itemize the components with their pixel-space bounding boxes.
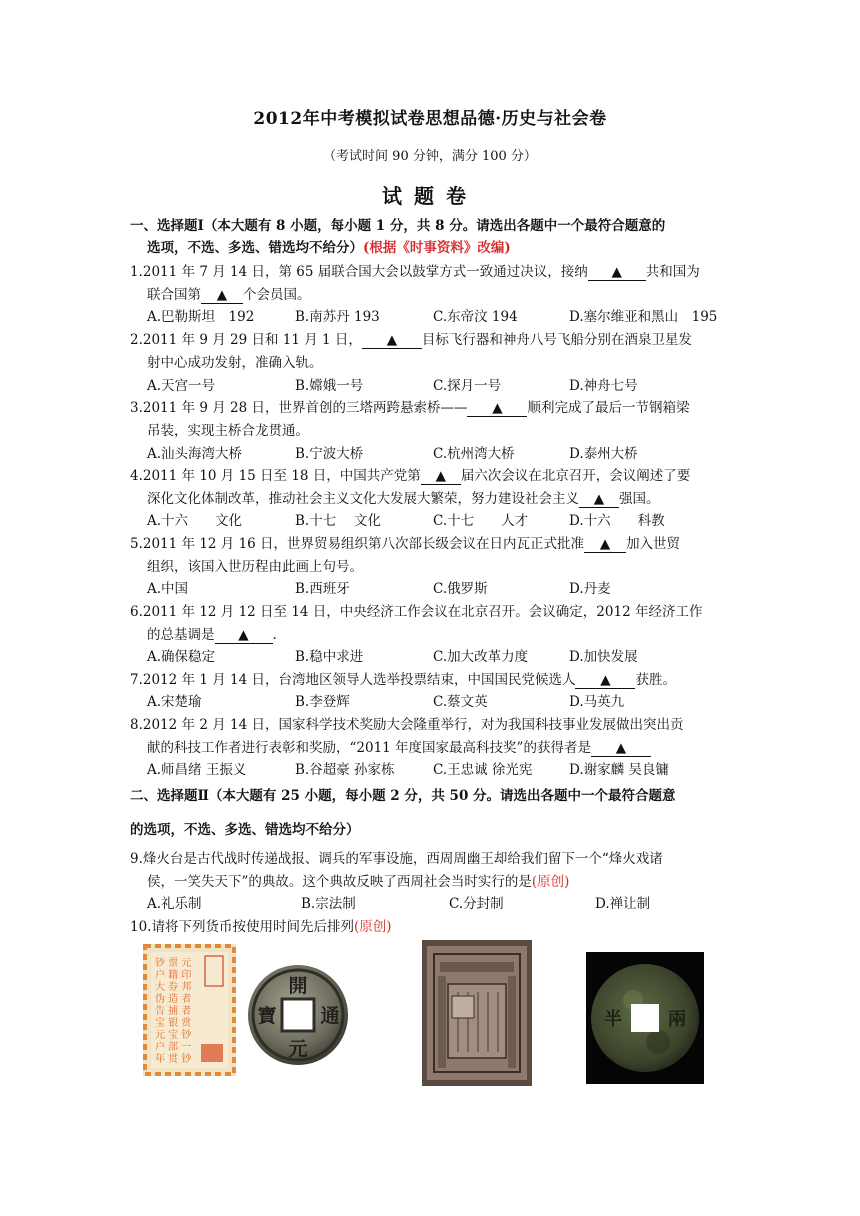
section1-heading-text: 选项，不选、多选、错选均不给分） (147, 240, 363, 256)
q1-text: 1.2011 年 7 月 14 日，第 65 届联合国大会以鼓掌方式一致通过决议，接纳 (130, 264, 588, 280)
q5-text: 5.2011 年 12 月 16 日，世界贸易组织第八次部长级会议在日内瓦正式批准 (130, 536, 585, 552)
q2-text: 2.2011 年 9 月 29 日和 11 月 1 日， (130, 332, 362, 348)
q9-line2 (147, 872, 569, 892)
q8-option-b[interactable]: B.谷超豪 孙家栋 (295, 762, 395, 778)
q3-option-b[interactable]: B.宁波大桥 (295, 446, 364, 462)
coin-char-top: 開 (288, 975, 308, 997)
section2-heading-cont: 的选项，不选、多选、错选均不给分） (130, 822, 360, 838)
svg-text:告 捕 者: 告 捕 者 (155, 1006, 192, 1017)
q2-option-d[interactable]: D.神舟七号 (569, 378, 638, 394)
banliang-char-left: 半 (604, 1009, 622, 1030)
q2-blank-1: ▲ (362, 332, 422, 349)
q5-line2: 组织，该国入世历程由此画上句号。 (147, 559, 363, 575)
section1-source: (根据《时事资料》改编) (363, 240, 511, 256)
q4-blank-1: ▲ (421, 468, 461, 485)
q5-text-2: 加入世贸 (626, 536, 681, 552)
svg-text:钞 票 元: 钞 票 元 (155, 958, 192, 969)
paper-money-jiaozi-image (422, 940, 532, 1086)
q4-text-4: 强国。 (619, 491, 660, 507)
q6-line2 (147, 625, 277, 645)
q1-text-3: 联合国第 (147, 287, 201, 303)
q3-line1 (130, 398, 689, 418)
q10-source: (原创) (353, 919, 392, 935)
q3-line2: 吊装，实现主桥合龙贯通。 (147, 423, 309, 439)
coin-char-right: 通 (320, 1005, 340, 1027)
q10-line1 (130, 917, 392, 937)
q4-text-2: 届六次会议在北京召开，会议阐述了要 (460, 468, 691, 484)
q2-option-a[interactable]: A.天宫一号 (147, 378, 216, 394)
q1-option-a[interactable]: A.巴勒斯坦 192 (147, 309, 255, 325)
q6-option-b[interactable]: B.稳中求进 (295, 649, 364, 665)
q9-source: (原创) (531, 874, 570, 890)
q3-option-c[interactable]: C.杭州湾大桥 (433, 446, 515, 462)
q9-text-2: 侯，一笑失天下”的典故。这个典故反映了西周社会当时实行的是 (147, 874, 532, 890)
q4-line2 (147, 489, 660, 509)
q6-option-c[interactable]: C.加大改革力度 (433, 649, 529, 665)
q1-blank-2: ▲ (201, 287, 243, 304)
q5-option-a[interactable]: A.中国 (147, 581, 189, 597)
q1-option-c[interactable]: C.东帝汶 194 (433, 309, 518, 325)
exam-paper-title: 试题卷 (382, 184, 478, 208)
q6-text-2: 的总基调是 (147, 627, 215, 643)
section1-heading: 一、选择题Ⅰ（本大题有 8 小题，每小题 1 分，共 8 分。请选出各题中一个最符合题意的 (130, 218, 666, 234)
section2-heading: 二、选择题Ⅱ（本大题有 25 小题，每小题 2 分，共 50 分。请选出各题中一个最符合题意 (130, 788, 676, 804)
svg-text:宝 银 赏: 宝 银 赏 (155, 1018, 192, 1029)
q9-line1: 9.烽火台是古代战时传递战报、调兵的军事设施，西周周幽王却给我们留下一个“烽火戏诸 (130, 851, 663, 867)
q6-blank-1: ▲ (215, 627, 273, 644)
q4-option-b[interactable]: B.十七 文化 (295, 513, 382, 529)
page-title: 2012年中考模拟试卷思想品德·历史与社会卷 (253, 109, 607, 129)
q3-blank-1: ▲ (467, 400, 527, 417)
kaiyuan-coin-image (246, 960, 350, 1070)
q2-text-2: 目标飞行器和神舟八号飞船分别在酒泉卫星发 (421, 332, 692, 348)
q2-option-c[interactable]: C.探月一号 (433, 378, 502, 394)
q5-option-c[interactable]: C.俄罗斯 (433, 581, 488, 597)
svg-text:户 籍 印: 户 籍 印 (155, 970, 192, 981)
q9-option-b[interactable]: B.宗法制 (301, 896, 356, 912)
coin-char-bottom: 元 (288, 1038, 308, 1060)
q7-option-a[interactable]: A.宋楚瑜 (147, 694, 202, 710)
q4-line1 (130, 466, 690, 486)
coin-char-left: 寶 (257, 1005, 277, 1027)
q2-line2: 射中心成功发射，准确入轨。 (147, 355, 323, 371)
q1-line2 (147, 285, 311, 305)
q1-line1 (130, 262, 700, 282)
q7-text: 7.2012 年 1 月 14 日，台湾地区领导人选举投票结束，中国国民党候选人 (130, 672, 576, 688)
q4-text: 4.2011 年 10 月 15 日至 18 日，中国共产党第 (130, 468, 421, 484)
q2-line1 (130, 330, 692, 350)
q3-text: 3.2011 年 9 月 28 日，世界首创的三塔两跨悬索桥—— (130, 400, 468, 416)
paper-currency-notice-image (143, 944, 236, 1076)
q3-option-d[interactable]: D.泰州大桥 (569, 446, 638, 462)
banliang-coin-image (586, 952, 704, 1084)
q8-line2 (147, 738, 651, 758)
svg-text:元 宝 钞: 元 宝 钞 (155, 1030, 192, 1041)
q8-option-a[interactable]: A.师昌绪 王振义 (147, 762, 247, 778)
q9-option-d[interactable]: D.禅让制 (595, 896, 651, 912)
q9-option-a[interactable]: A.礼乐制 (147, 896, 202, 912)
q9-option-c[interactable]: C.分封制 (449, 896, 504, 912)
q6-option-a[interactable]: A.确保稳定 (147, 649, 216, 665)
q4-option-a[interactable]: A.十六 文化 (147, 513, 243, 529)
svg-text:伪 造 者: 伪 造 者 (155, 994, 192, 1005)
q1-option-d[interactable]: D.塞尔维亚和黑山 195 (569, 309, 718, 325)
q1-text-4: 个会员国。 (243, 287, 311, 303)
q10-text: 10.请将下列货币按使用时间先后排列 (130, 919, 354, 935)
q5-option-d[interactable]: D.丹麦 (569, 581, 611, 597)
q4-text-3: 深化文化体制改革，推动社会主义文化大发展大繁荣，努力建设社会主义 (147, 491, 579, 507)
q1-blank-1: ▲ (588, 264, 646, 281)
q6-text-3: . (272, 627, 277, 643)
q8-option-c[interactable]: C.王忠诚 徐光宪 (433, 762, 533, 778)
q6-option-d[interactable]: D.加快发展 (569, 649, 638, 665)
exam-info: （考试时间 90 分钟，满分 100 分） (323, 149, 537, 164)
q7-text-2: 获胜。 (635, 672, 676, 688)
q7-blank-1: ▲ (575, 672, 635, 689)
q4-option-d[interactable]: D.十六 科教 (569, 513, 665, 529)
banliang-char-right: 兩 (668, 1009, 686, 1030)
q6-line1: 6.2011 年 12 月 12 日至 14 日，中央经济工作会议在北京召开。会议确定，2012 年经济工作 (130, 604, 703, 620)
q1-text-2: 共和国为 (645, 264, 700, 280)
q8-blank-1: ▲ (591, 740, 651, 757)
q4-option-c[interactable]: C.十七 人才 (433, 513, 529, 529)
svg-text:户 部 一: 户 部 一 (155, 1042, 192, 1053)
q5-blank-1: ▲ (584, 536, 626, 553)
q1-option-b[interactable]: B.南苏丹 193 (295, 309, 380, 325)
q8-option-d[interactable]: D.谢家麟 吴良镛 (569, 762, 669, 778)
q5-line1 (130, 534, 680, 554)
q3-text-2: 顺利完成了最后一节钢箱梁 (527, 400, 690, 416)
q8-line1: 8.2012 年 2 月 14 日，国家科学技术奖励大会隆重举行，对为我国科技事业发展做出突出贡 (130, 717, 684, 733)
q7-option-b[interactable]: B.李登辉 (295, 694, 350, 710)
q7-option-d[interactable]: D.马英九 (569, 694, 625, 710)
q2-option-b[interactable]: B.嫦娥一号 (295, 378, 364, 394)
q7-line1 (130, 670, 676, 690)
q4-blank-2: ▲ (579, 491, 619, 508)
q7-option-c[interactable]: C.蔡文英 (433, 694, 488, 710)
q3-option-a[interactable]: A.汕头海湾大桥 (147, 446, 243, 462)
q5-option-b[interactable]: B.西班牙 (295, 581, 350, 597)
q8-text-2: 献的科技工作者进行表彰和奖励，“2011 年度国家最高科技奖”的获得者是 (147, 740, 591, 756)
section1-heading-cont (147, 238, 511, 258)
svg-text:年 贯 钞: 年 贯 钞 (155, 1054, 192, 1065)
svg-text:大 券 邦: 大 券 邦 (155, 982, 192, 993)
